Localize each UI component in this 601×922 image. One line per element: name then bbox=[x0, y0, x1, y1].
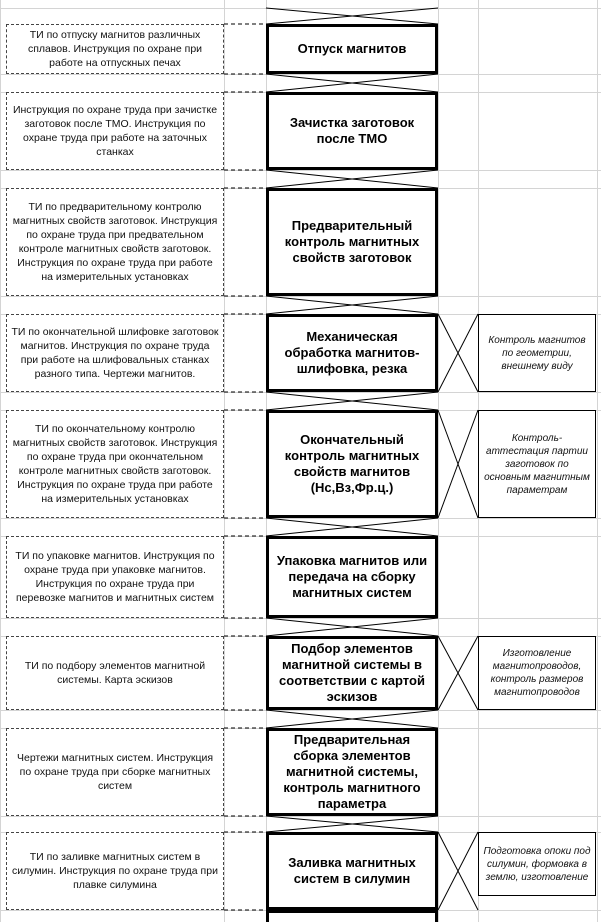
process-box-3: Предварительный контроль магнитных свойств заготовок bbox=[266, 188, 438, 296]
control-box-7: Изготовление магнитопроводов, контроль размеров магнитопроводов bbox=[478, 636, 596, 710]
doc-box-4: ТИ по окончательной шлифовке заготовок магнитов. Инструкция по охране труда при работе на шлифовальных станках разного типа. Чертежи магнитов. bbox=[6, 314, 224, 392]
control-box-9: Подготовка опоки под силумин, формовка в землю, изготовление bbox=[478, 832, 596, 896]
doc-box-6: ТИ по упаковке магнитов. Инструкция по охране труда при упаковке магнитов. Инструкция по охране труда при перевозке магнитов и магнитных систем bbox=[6, 536, 224, 618]
doc-box-5: ТИ по окончательному контролю магнитных свойств заготовок. Инструкция по охране труда при окончательном контроле магнитных свойств заготовок. Инструкция по охране труда при работе на измерительных установках bbox=[6, 410, 224, 518]
process-box-4: Механическая обработка магнитов-шлифовка, резка bbox=[266, 314, 438, 392]
doc-box-2: Инструкция по охране труда при зачистке заготовок после ТМО. Инструкция по охране труда при работе на заточных станках bbox=[6, 92, 224, 170]
process-box-partial bbox=[266, 910, 438, 922]
process-box-5: Окончательный контроль магнитных свойств магнитов (Нс,Вз,Фр.ц.) bbox=[266, 410, 438, 518]
doc-box-7: ТИ по подбору элементов магнитной системы. Карта эскизов bbox=[6, 636, 224, 710]
process-box-8: Предварительная сборка элементов магнитной системы, контроль магнитного параметра bbox=[266, 728, 438, 816]
process-box-7: Подбор элементов магнитной системы в соответствии с картой эскизов bbox=[266, 636, 438, 710]
process-box-9: Заливка магнитных систем в силумин bbox=[266, 832, 438, 910]
process-box-6: Упаковка магнитов или передача на сборку магнитных систем bbox=[266, 536, 438, 618]
control-box-5: Контроль-аттестация партии заготовок по основным магнитным параметрам bbox=[478, 410, 596, 518]
doc-box-9: ТИ по заливке магнитных систем в силумин. Инструкция по охране труда при плавке силумина bbox=[6, 832, 224, 910]
doc-box-1: ТИ по отпуску магнитов различных сплавов. Инструкция по охране при работе на отпускных печах bbox=[6, 24, 224, 74]
process-box-2: Зачистка заготовок после ТМО bbox=[266, 92, 438, 170]
doc-box-3: ТИ по предварительному контролю магнитных свойств заготовок. Инструкция по охране труда при предвательном контроле магнитных свойств заготовок. Инструкция по охране труда при работе на измерительных установках bbox=[6, 188, 224, 296]
control-box-4: Контроль магнитов по геометрии, внешнему виду bbox=[478, 314, 596, 392]
doc-box-8: Чертежи магнитных систем. Инструкция по охране труда при сборке магнитных систем bbox=[6, 728, 224, 816]
process-box-1: Отпуск магнитов bbox=[266, 24, 438, 74]
